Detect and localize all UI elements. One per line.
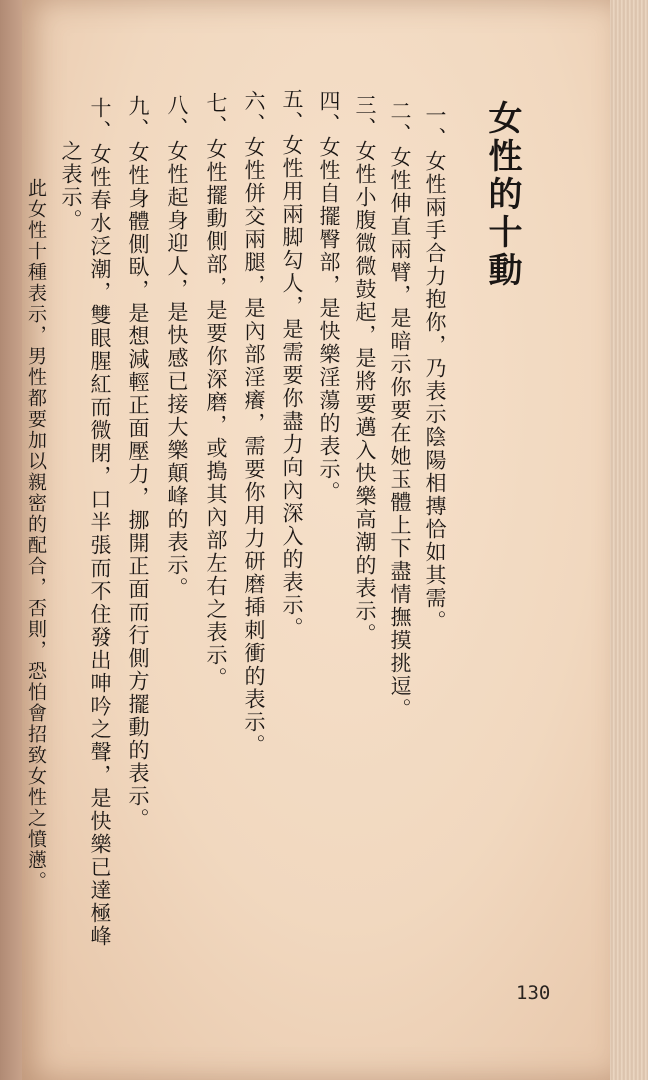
closing-note: 此女性十種表示，男性都要加以親密的配合，否則，恐怕會招致女性之憤懣。 — [25, 178, 47, 892]
section-title: 女性的十動 — [482, 100, 522, 290]
list-item-10-cont: 之表示。 — [59, 140, 83, 232]
list-item-3: 三、女性小腹微微鼓起，是將要邁入快樂高潮的表示。 — [353, 94, 377, 646]
list-item-8: 八、女性起身迎人，是快感已接大樂顛峰的表示。 — [165, 94, 189, 600]
list-item-4: 四、女性自擺臀部，是快樂淫蕩的表示。 — [317, 90, 341, 504]
page-number: 130 — [516, 982, 551, 1004]
list-item-1: 一、女性兩手合力抱你，乃表示陰陽相摶恰如其需。 — [423, 104, 447, 633]
list-item-10: 十、女性春水泛潮，雙眼腥紅而微閉，口半張而不住發出呻吟之聲，是快樂已達極峰 — [88, 97, 112, 948]
list-item-7: 七、女性擺動側部，是要你深磨，或搗其內部左右之表示。 — [204, 92, 228, 690]
list-item-2: 二、女性伸直兩臂，是暗示你要在她玉體上下盡情撫摸挑逗。 — [388, 100, 412, 721]
list-item-5: 五、女性用兩脚勾人，是需要你盡力向內深入的表示。 — [280, 88, 304, 640]
list-item-9: 九、女性身體側臥，是想減輕正面壓力，挪開正面而行側方擺動的表示。 — [126, 95, 150, 831]
page-stack-edge — [610, 0, 648, 1080]
list-item-6: 六、女性併交兩腿，是內部淫癢，需要你用力研磨揷刺衝的表示。 — [242, 90, 266, 757]
